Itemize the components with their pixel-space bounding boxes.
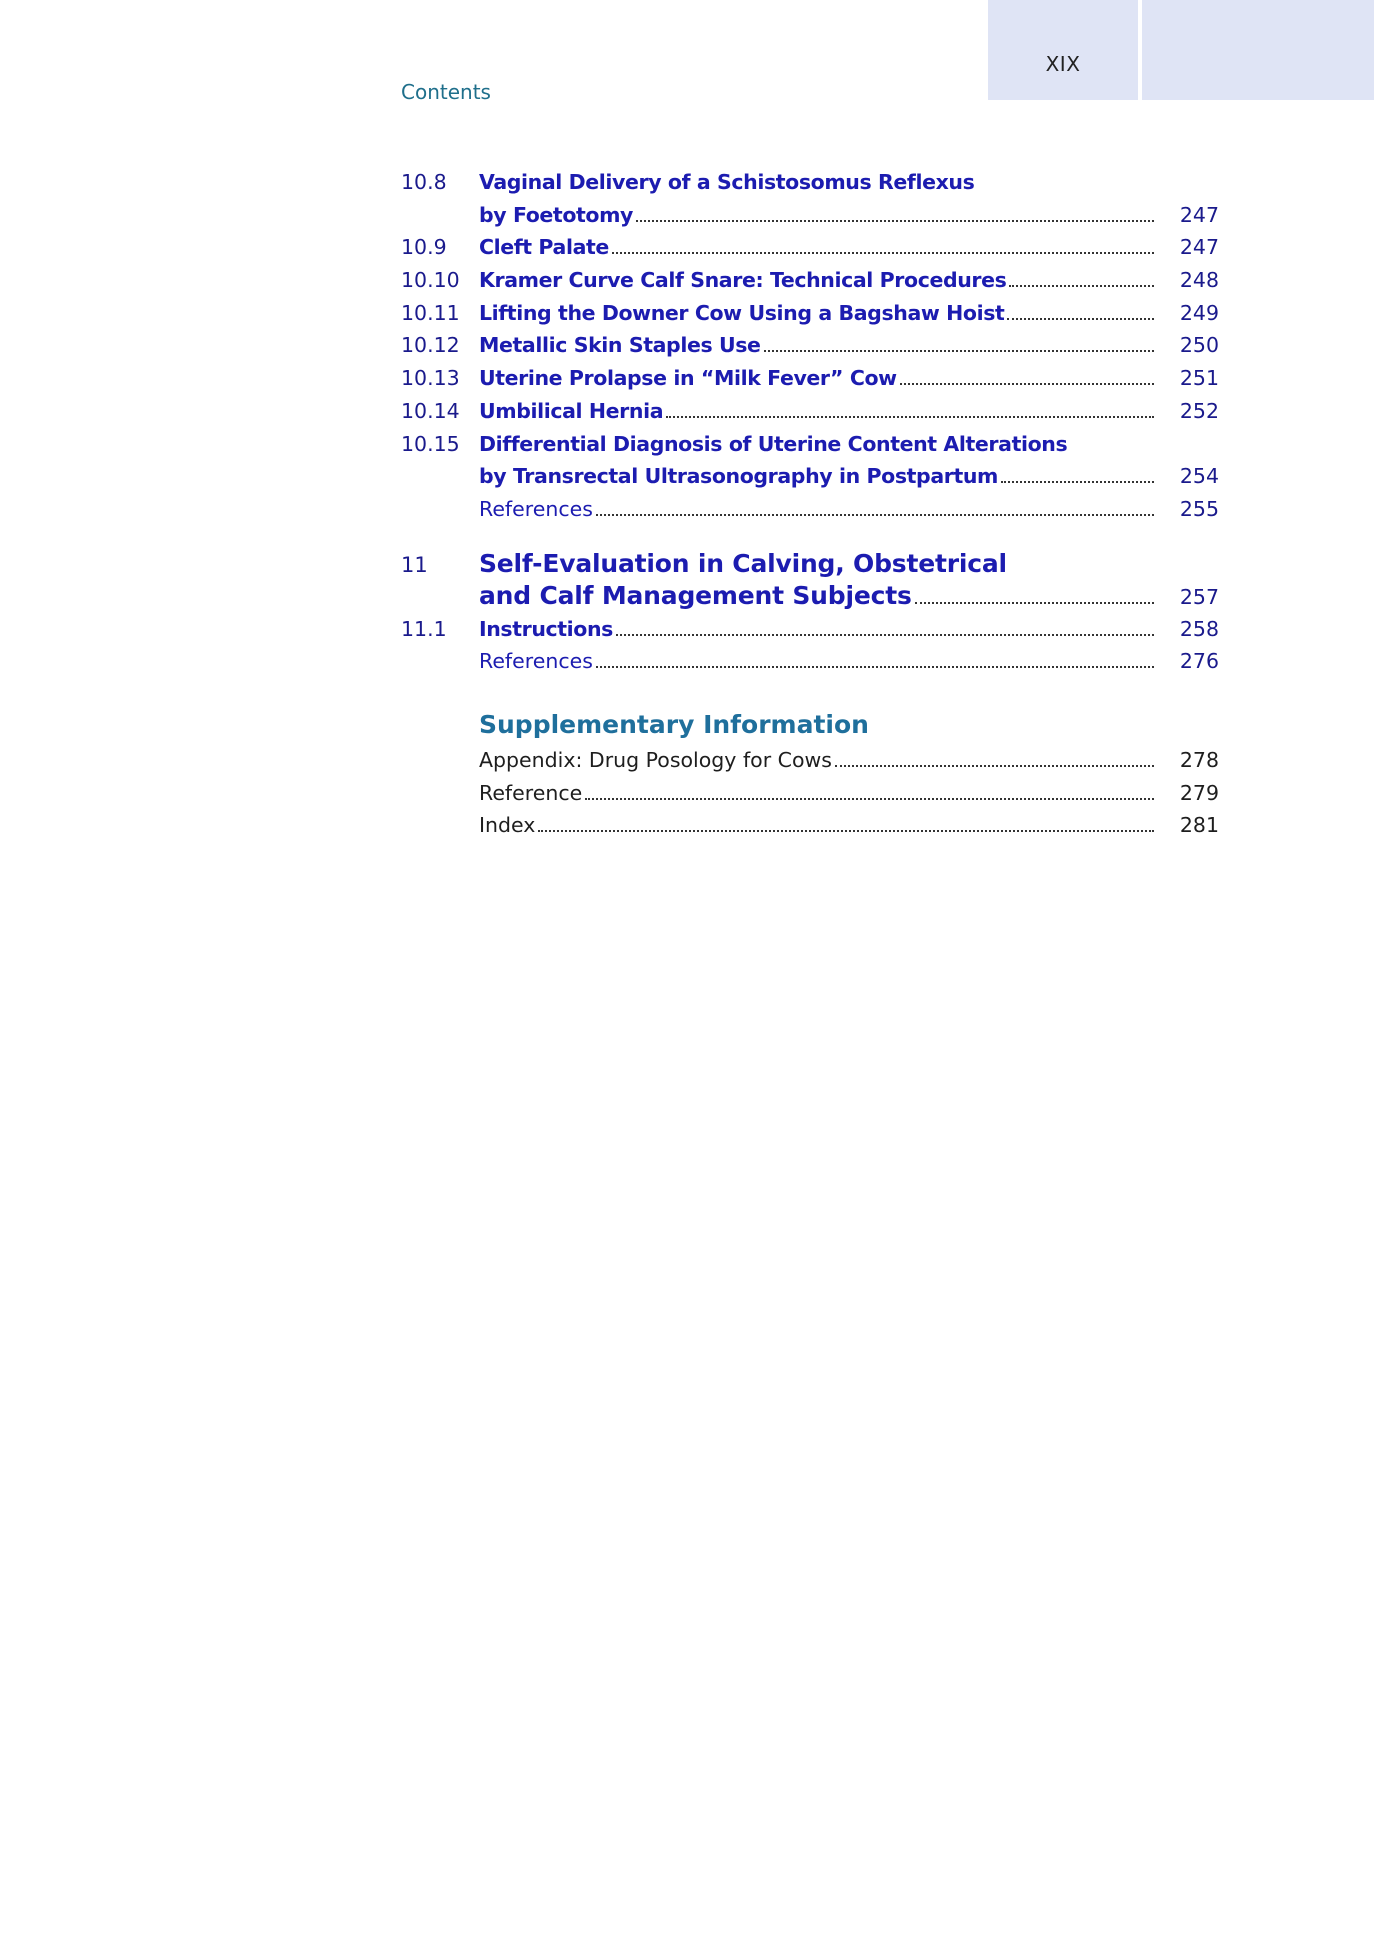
dot-leader (666, 416, 1154, 418)
header-tab (988, 0, 1138, 100)
chapter-title: Self-Evaluation in Calving, Obstetrical (479, 548, 1007, 578)
toc-entry-references-ch11[interactable] (401, 645, 1219, 678)
toc-entry-index[interactable] (401, 809, 1219, 842)
page-number: XIX (1045, 52, 1081, 76)
chapter-title-cont: and Calf Management Subjects (479, 581, 912, 611)
references-title: References (479, 496, 593, 521)
dot-leader (1009, 285, 1154, 287)
page-ref: 281 (1179, 813, 1219, 838)
page-ref: 248 (1179, 268, 1219, 293)
toc-entry-10-13[interactable] (401, 362, 1219, 395)
section-title: Instructions (479, 616, 613, 641)
dot-leader (538, 830, 1154, 832)
section-number: 10.12 (401, 333, 460, 358)
toc-entry-10-15-cont[interactable] (401, 460, 1219, 493)
toc-entry-10-14[interactable] (401, 395, 1219, 428)
page-ref: 258 (1179, 616, 1219, 641)
section-title: Differential Diagnosis of Uterine Content Alterations (479, 431, 1068, 456)
section-title: Vaginal Delivery of a Schistosomus Reflexus (479, 170, 975, 194)
page-ref: 254 (1179, 464, 1219, 489)
appendix-title: Appendix: Drug Posology for Cows (479, 747, 832, 772)
toc-chapter-11[interactable] (401, 548, 1219, 581)
section-number: 10.8 (401, 170, 447, 194)
section-title-cont: by Transrectal Ultrasonography in Postpartum (479, 464, 999, 489)
dot-leader (596, 666, 1154, 668)
page-ref: 279 (1179, 780, 1219, 805)
toc-entry-10-9[interactable] (401, 231, 1219, 264)
section-number: 10.15 (401, 431, 460, 456)
supplementary-heading: Supplementary Information (479, 709, 869, 739)
references-title: References (479, 649, 593, 674)
index-title: Index (479, 813, 536, 838)
page-ref: 247 (1179, 235, 1219, 260)
section-title: Kramer Curve Calf Snare: Technical Procedures (479, 268, 1007, 293)
section-title: Uterine Prolapse in “Milk Fever” Cow (479, 366, 897, 391)
dot-leader (1007, 318, 1154, 320)
toc-entry-10-8-cont[interactable] (401, 199, 1219, 232)
table-of-contents (401, 166, 1219, 842)
section-number: 10.10 (401, 268, 460, 293)
page-ref: 276 (1179, 649, 1219, 674)
toc-entry-10-12[interactable] (401, 329, 1219, 362)
toc-entry-reference[interactable] (401, 777, 1219, 810)
page-ref: 251 (1179, 366, 1219, 391)
dot-leader (900, 383, 1154, 385)
toc-entry-10-15[interactable] (401, 428, 1219, 461)
page-ref: 250 (1179, 333, 1219, 358)
section-number: 10.14 (401, 398, 460, 423)
section-title: Lifting the Downer Cow Using a Bagshaw Hoist (479, 300, 1005, 325)
header-tab-extension (1142, 0, 1374, 100)
section-number: 11.1 (401, 616, 447, 641)
toc-entry-10-10[interactable] (401, 264, 1219, 297)
dot-leader (1001, 481, 1154, 483)
chapter-number: 11 (401, 552, 428, 577)
section-number: 10.13 (401, 366, 460, 391)
running-head: Contents (401, 80, 491, 104)
toc-entry-references-ch10[interactable] (401, 493, 1219, 526)
reference-title: Reference (479, 780, 583, 805)
toc-entry-10-11[interactable] (401, 297, 1219, 330)
dot-leader (636, 220, 1154, 222)
toc-entry-11-1[interactable] (401, 613, 1219, 646)
toc-entry-10-8[interactable] (401, 166, 1219, 199)
dot-leader (915, 602, 1154, 604)
dot-leader (596, 514, 1154, 516)
section-title: Metallic Skin Staples Use (479, 333, 761, 358)
dot-leader (764, 350, 1154, 352)
page-ref: 247 (1179, 202, 1219, 227)
page-ref: 252 (1179, 398, 1219, 423)
dot-leader (616, 634, 1154, 636)
toc-chapter-11-cont[interactable] (401, 580, 1219, 613)
section-number: 10.11 (401, 300, 460, 325)
page-ref: 278 (1179, 747, 1219, 772)
section-title: Umbilical Hernia (479, 398, 664, 423)
section-title: Cleft Palate (479, 235, 609, 260)
section-title-cont: by Foetotomy (479, 202, 634, 227)
toc-entry-appendix[interactable] (401, 744, 1219, 777)
dot-leader (612, 252, 1154, 254)
page-ref: 249 (1179, 300, 1219, 325)
page-ref: 257 (1179, 585, 1219, 610)
page-ref: 255 (1179, 496, 1219, 521)
dot-leader (835, 765, 1154, 767)
section-number: 10.9 (401, 235, 447, 260)
dot-leader (585, 798, 1154, 800)
